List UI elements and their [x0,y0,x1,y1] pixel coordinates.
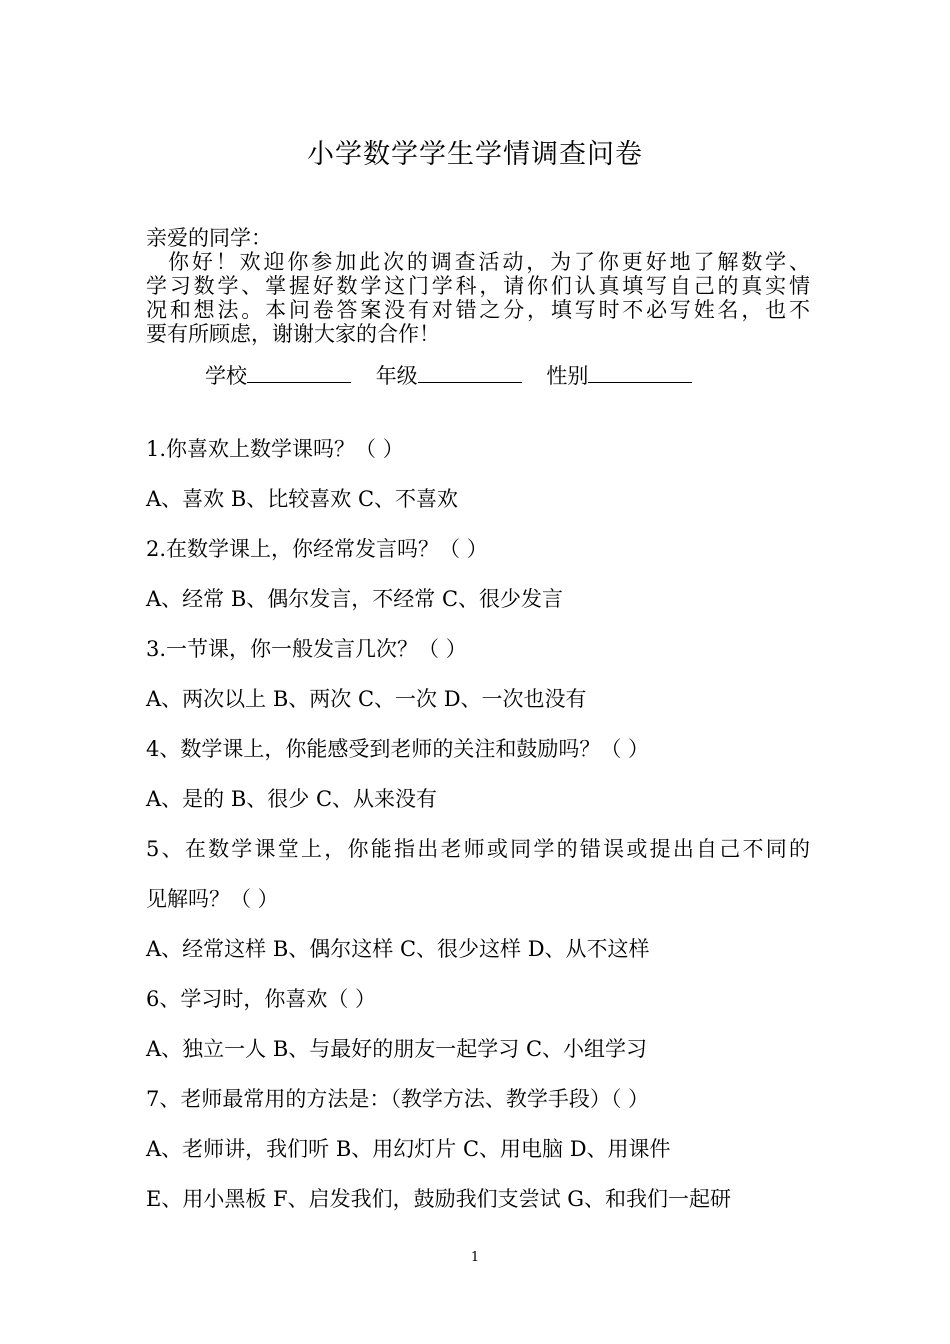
answer-options: A、喜欢 B、比较喜欢 C、不喜欢 [146,487,459,511]
intro-block [146,226,810,346]
answer-options: A、独立一人 B、与最好的朋友一起学习 C、小组学习 [146,1037,648,1061]
question-line: 5、在数学课堂上，你能指出老师或同学的错误或提出自己不同的 [146,837,810,861]
answer-options: A、经常 B、偶尔发言，不经常 C、很少发言 [146,587,564,611]
grade-label: 年级 [375,364,418,388]
intro-line: 要有所顾虑，谢谢大家的合作！ [146,322,440,346]
gender-label: 性别 [546,364,589,388]
question-line: 4、数学课上，你能感受到老师的关注和鼓励吗？（ ） [146,737,650,761]
school-blank [247,364,351,383]
grade-field [376,360,522,390]
question-line: 1.你喜欢上数学课吗？（ ） [146,437,404,461]
answer-options: E、用小黑板 F、启发我们，鼓励我们支尝试 G、和我们一起研 [146,1187,732,1211]
question-line: 7、老师最常用的方法是：（教学方法、教学手段）（ ） [146,1087,650,1111]
intro-line: 况和想法。本问卷答案没有对错之分，填写时不必写姓名，也不 [146,298,810,322]
page-number: 1 [470,1250,480,1265]
question-line: 2.在数学课上，你经常发言吗？（ ） [146,537,488,561]
greeting: 亲爱的同学： [146,226,272,250]
question-line-continued: 见解吗？（ ） [146,887,279,911]
gender-field [546,360,692,390]
school-field [205,360,351,390]
info-fields [205,360,710,390]
intro-line: 学习数学、掌握好数学这门学科，请你们认真填写自己的真实情 [146,274,810,298]
grade-blank [418,364,522,383]
document-title: 小学数学学生学情调查问卷 [307,139,643,170]
question-line: 3.一节课，你一般发言几次？（ ） [146,637,467,661]
question-line: 6、学习时，你喜欢（ ） [146,987,377,1011]
answer-options: A、两次以上 B、两次 C、一次 D、一次也没有 [146,687,587,711]
intro-line: 你好！欢迎你参加此次的调查活动，为了你更好地了解数学、 [168,250,810,274]
answer-options: A、经常这样 B、偶尔这样 C、很少这样 D、从不这样 [146,937,650,961]
gender-blank [588,364,692,383]
answer-options: A、老师讲，我们听 B、用幻灯片 C、用电脑 D、用课件 [146,1137,671,1161]
school-label: 学校 [205,364,247,388]
answer-options: A、是的 B、很少 C、从来没有 [146,787,438,811]
